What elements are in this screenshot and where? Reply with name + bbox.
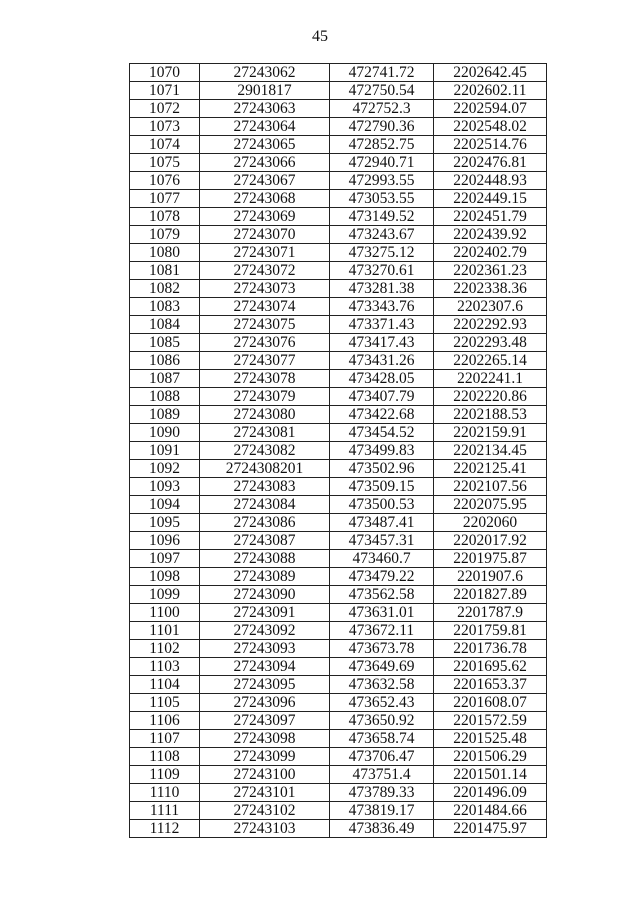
point-id-cell: 27243089: [200, 568, 330, 586]
point-id-cell: 27243062: [200, 64, 330, 82]
table-row: [130, 352, 547, 370]
x-coordinate-cell: 473836.49: [330, 820, 434, 838]
point-id-cell: 27243103: [200, 820, 330, 838]
x-coordinate-cell: 473652.43: [330, 694, 434, 712]
point-id-cell: 27243093: [200, 640, 330, 658]
table-row: [130, 622, 547, 640]
y-coordinate-cell: 2202448.93: [434, 172, 547, 190]
row-index-cell: 1072: [130, 100, 200, 118]
row-index-cell: 1109: [130, 766, 200, 784]
table-row: [130, 172, 547, 190]
point-id-cell: 27243095: [200, 676, 330, 694]
point-id-cell: 27243072: [200, 262, 330, 280]
point-id-cell: 27243086: [200, 514, 330, 532]
point-id-cell: 27243080: [200, 406, 330, 424]
x-coordinate-cell: 472741.72: [330, 64, 434, 82]
y-coordinate-cell: 2202293.48: [434, 334, 547, 352]
x-coordinate-cell: 472852.75: [330, 136, 434, 154]
y-coordinate-cell: 2202338.36: [434, 280, 547, 298]
y-coordinate-cell: 2202265.14: [434, 352, 547, 370]
y-coordinate-cell: 2202402.79: [434, 244, 547, 262]
y-coordinate-cell: 2201975.87: [434, 550, 547, 568]
row-index-cell: 1087: [130, 370, 200, 388]
table-row: [130, 208, 547, 226]
row-index-cell: 1079: [130, 226, 200, 244]
y-coordinate-cell: 2202134.45: [434, 442, 547, 460]
row-index-cell: 1110: [130, 784, 200, 802]
row-index-cell: 1075: [130, 154, 200, 172]
point-id-cell: 27243074: [200, 298, 330, 316]
row-index-cell: 1112: [130, 820, 200, 838]
table-row: [130, 154, 547, 172]
x-coordinate-cell: 473658.74: [330, 730, 434, 748]
y-coordinate-cell: 2201695.62: [434, 658, 547, 676]
table-row: [130, 136, 547, 154]
row-index-cell: 1088: [130, 388, 200, 406]
x-coordinate-cell: 473422.68: [330, 406, 434, 424]
x-coordinate-cell: 473343.76: [330, 298, 434, 316]
x-coordinate-cell: 473149.52: [330, 208, 434, 226]
row-index-cell: 1082: [130, 280, 200, 298]
y-coordinate-cell: 2201572.59: [434, 712, 547, 730]
table-row: [130, 118, 547, 136]
x-coordinate-cell: 472790.36: [330, 118, 434, 136]
y-coordinate-cell: 2201736.78: [434, 640, 547, 658]
x-coordinate-cell: 473649.69: [330, 658, 434, 676]
table-row: [130, 424, 547, 442]
y-coordinate-cell: 2202188.53: [434, 406, 547, 424]
row-index-cell: 1093: [130, 478, 200, 496]
y-coordinate-cell: 2202548.02: [434, 118, 547, 136]
y-coordinate-cell: 2201501.14: [434, 766, 547, 784]
row-index-cell: 1073: [130, 118, 200, 136]
table-row: [130, 406, 547, 424]
row-index-cell: 1090: [130, 424, 200, 442]
point-id-cell: 27243063: [200, 100, 330, 118]
point-id-cell: 27243081: [200, 424, 330, 442]
row-index-cell: 1085: [130, 334, 200, 352]
table-row: [130, 676, 547, 694]
point-id-cell: 27243071: [200, 244, 330, 262]
point-id-cell: 27243087: [200, 532, 330, 550]
y-coordinate-cell: 2202060: [434, 514, 547, 532]
y-coordinate-cell: 2202125.41: [434, 460, 547, 478]
point-id-cell: 27243084: [200, 496, 330, 514]
x-coordinate-cell: 473270.61: [330, 262, 434, 280]
point-id-cell: 27243076: [200, 334, 330, 352]
x-coordinate-cell: 473371.43: [330, 316, 434, 334]
x-coordinate-cell: 473243.67: [330, 226, 434, 244]
row-index-cell: 1071: [130, 82, 200, 100]
table-row: [130, 316, 547, 334]
y-coordinate-cell: 2202017.92: [434, 532, 547, 550]
point-id-cell: 27243075: [200, 316, 330, 334]
table-row: [130, 514, 547, 532]
point-id-cell: 27243102: [200, 802, 330, 820]
point-id-cell: 27243101: [200, 784, 330, 802]
table-row: [130, 766, 547, 784]
x-coordinate-cell: 473706.47: [330, 748, 434, 766]
table-row: [130, 334, 547, 352]
x-coordinate-cell: 473499.83: [330, 442, 434, 460]
point-id-cell: 27243096: [200, 694, 330, 712]
table-row: [130, 802, 547, 820]
row-index-cell: 1074: [130, 136, 200, 154]
row-index-cell: 1070: [130, 64, 200, 82]
point-id-cell: 27243066: [200, 154, 330, 172]
y-coordinate-cell: 2201608.07: [434, 694, 547, 712]
y-coordinate-cell: 2202361.23: [434, 262, 547, 280]
y-coordinate-cell: 2202642.45: [434, 64, 547, 82]
row-index-cell: 1100: [130, 604, 200, 622]
x-coordinate-cell: 473454.52: [330, 424, 434, 442]
y-coordinate-cell: 2201759.81: [434, 622, 547, 640]
table-row: [130, 640, 547, 658]
table-row: [130, 298, 547, 316]
page-number: 45: [312, 28, 328, 45]
row-index-cell: 1108: [130, 748, 200, 766]
row-index-cell: 1102: [130, 640, 200, 658]
table-row: [130, 442, 547, 460]
x-coordinate-cell: 473751.4: [330, 766, 434, 784]
y-coordinate-cell: 2202107.56: [434, 478, 547, 496]
table-row: [130, 694, 547, 712]
row-index-cell: 1086: [130, 352, 200, 370]
table-row: [130, 748, 547, 766]
point-id-cell: 27243079: [200, 388, 330, 406]
point-id-cell: 27243094: [200, 658, 330, 676]
row-index-cell: 1081: [130, 262, 200, 280]
y-coordinate-cell: 2202514.76: [434, 136, 547, 154]
x-coordinate-cell: 472752.3: [330, 100, 434, 118]
x-coordinate-cell: 472940.71: [330, 154, 434, 172]
row-index-cell: 1078: [130, 208, 200, 226]
point-id-cell: 27243078: [200, 370, 330, 388]
point-id-cell: 27243077: [200, 352, 330, 370]
row-index-cell: 1092: [130, 460, 200, 478]
table-row: [130, 82, 547, 100]
y-coordinate-cell: 2201506.29: [434, 748, 547, 766]
y-coordinate-cell: 2202159.91: [434, 424, 547, 442]
x-coordinate-cell: 473053.55: [330, 190, 434, 208]
point-id-cell: 27243082: [200, 442, 330, 460]
point-id-cell: 27243073: [200, 280, 330, 298]
table-row: [130, 388, 547, 406]
point-id-cell: 27243099: [200, 748, 330, 766]
row-index-cell: 1111: [130, 802, 200, 820]
table-row: [130, 712, 547, 730]
y-coordinate-cell: 2201827.89: [434, 586, 547, 604]
table-row: [130, 64, 547, 82]
x-coordinate-cell: 473457.31: [330, 532, 434, 550]
table-row: [130, 658, 547, 676]
point-id-cell: 27243088: [200, 550, 330, 568]
point-id-cell: 27243064: [200, 118, 330, 136]
y-coordinate-cell: 2202602.11: [434, 82, 547, 100]
point-id-cell: 2724308201: [200, 460, 330, 478]
x-coordinate-cell: 473281.38: [330, 280, 434, 298]
row-index-cell: 1098: [130, 568, 200, 586]
x-coordinate-cell: 473673.78: [330, 640, 434, 658]
row-index-cell: 1106: [130, 712, 200, 730]
y-coordinate-cell: 2202439.92: [434, 226, 547, 244]
x-coordinate-cell: 473431.26: [330, 352, 434, 370]
y-coordinate-cell: 2202449.15: [434, 190, 547, 208]
x-coordinate-cell: 473502.96: [330, 460, 434, 478]
row-index-cell: 1077: [130, 190, 200, 208]
table-row: [130, 100, 547, 118]
point-id-cell: 27243083: [200, 478, 330, 496]
y-coordinate-cell: 2201907.6: [434, 568, 547, 586]
point-id-cell: 27243097: [200, 712, 330, 730]
x-coordinate-cell: 473631.01: [330, 604, 434, 622]
x-coordinate-cell: 473479.22: [330, 568, 434, 586]
y-coordinate-cell: 2201496.09: [434, 784, 547, 802]
y-coordinate-cell: 2201787.9: [434, 604, 547, 622]
point-id-cell: 27243067: [200, 172, 330, 190]
row-index-cell: 1107: [130, 730, 200, 748]
table-row: [130, 784, 547, 802]
table-row: [130, 478, 547, 496]
row-index-cell: 1095: [130, 514, 200, 532]
table-row: [130, 532, 547, 550]
row-index-cell: 1089: [130, 406, 200, 424]
x-coordinate-cell: 473428.05: [330, 370, 434, 388]
y-coordinate-cell: 2201484.66: [434, 802, 547, 820]
x-coordinate-cell: 473500.53: [330, 496, 434, 514]
table-row: [130, 550, 547, 568]
x-coordinate-cell: 473275.12: [330, 244, 434, 262]
row-index-cell: 1096: [130, 532, 200, 550]
table-row: [130, 280, 547, 298]
y-coordinate-cell: 2201653.37: [434, 676, 547, 694]
table-row: [130, 568, 547, 586]
point-id-cell: 27243090: [200, 586, 330, 604]
table-row: [130, 730, 547, 748]
x-coordinate-cell: 473650.92: [330, 712, 434, 730]
table-row: [130, 496, 547, 514]
y-coordinate-cell: 2202292.93: [434, 316, 547, 334]
y-coordinate-cell: 2202075.95: [434, 496, 547, 514]
x-coordinate-cell: 473562.58: [330, 586, 434, 604]
point-id-cell: 27243100: [200, 766, 330, 784]
row-index-cell: 1080: [130, 244, 200, 262]
point-id-cell: 27243065: [200, 136, 330, 154]
x-coordinate-cell: 473417.43: [330, 334, 434, 352]
y-coordinate-cell: 2202241.1: [434, 370, 547, 388]
x-coordinate-cell: 472750.54: [330, 82, 434, 100]
row-index-cell: 1103: [130, 658, 200, 676]
x-coordinate-cell: 473487.41: [330, 514, 434, 532]
y-coordinate-cell: 2201475.97: [434, 820, 547, 838]
point-id-cell: 27243098: [200, 730, 330, 748]
row-index-cell: 1105: [130, 694, 200, 712]
x-coordinate-cell: 473509.15: [330, 478, 434, 496]
y-coordinate-cell: 2201525.48: [434, 730, 547, 748]
y-coordinate-cell: 2202594.07: [434, 100, 547, 118]
x-coordinate-cell: 473789.33: [330, 784, 434, 802]
table-row: [130, 370, 547, 388]
table-row: [130, 460, 547, 478]
x-coordinate-cell: 473632.58: [330, 676, 434, 694]
point-id-cell: 27243092: [200, 622, 330, 640]
y-coordinate-cell: 2202220.86: [434, 388, 547, 406]
y-coordinate-cell: 2202451.79: [434, 208, 547, 226]
x-coordinate-cell: 473460.7: [330, 550, 434, 568]
row-index-cell: 1099: [130, 586, 200, 604]
x-coordinate-cell: 473407.79: [330, 388, 434, 406]
point-id-cell: 2901817: [200, 82, 330, 100]
point-id-cell: 27243068: [200, 190, 330, 208]
table-row: [130, 226, 547, 244]
row-index-cell: 1083: [130, 298, 200, 316]
table-row: [130, 190, 547, 208]
row-index-cell: 1094: [130, 496, 200, 514]
x-coordinate-cell: 473672.11: [330, 622, 434, 640]
y-coordinate-cell: 2202476.81: [434, 154, 547, 172]
row-index-cell: 1097: [130, 550, 200, 568]
row-index-cell: 1091: [130, 442, 200, 460]
table-row: [130, 244, 547, 262]
row-index-cell: 1084: [130, 316, 200, 334]
point-id-cell: 27243091: [200, 604, 330, 622]
table-row: [130, 586, 547, 604]
point-id-cell: 27243069: [200, 208, 330, 226]
point-id-cell: 27243070: [200, 226, 330, 244]
coordinates-table-body: [130, 64, 547, 838]
row-index-cell: 1101: [130, 622, 200, 640]
table-row: [130, 820, 547, 838]
table-row: [130, 604, 547, 622]
x-coordinate-cell: 473819.17: [330, 802, 434, 820]
row-index-cell: 1104: [130, 676, 200, 694]
coordinates-table: [129, 63, 547, 838]
y-coordinate-cell: 2202307.6: [434, 298, 547, 316]
row-index-cell: 1076: [130, 172, 200, 190]
x-coordinate-cell: 472993.55: [330, 172, 434, 190]
table-row: [130, 262, 547, 280]
